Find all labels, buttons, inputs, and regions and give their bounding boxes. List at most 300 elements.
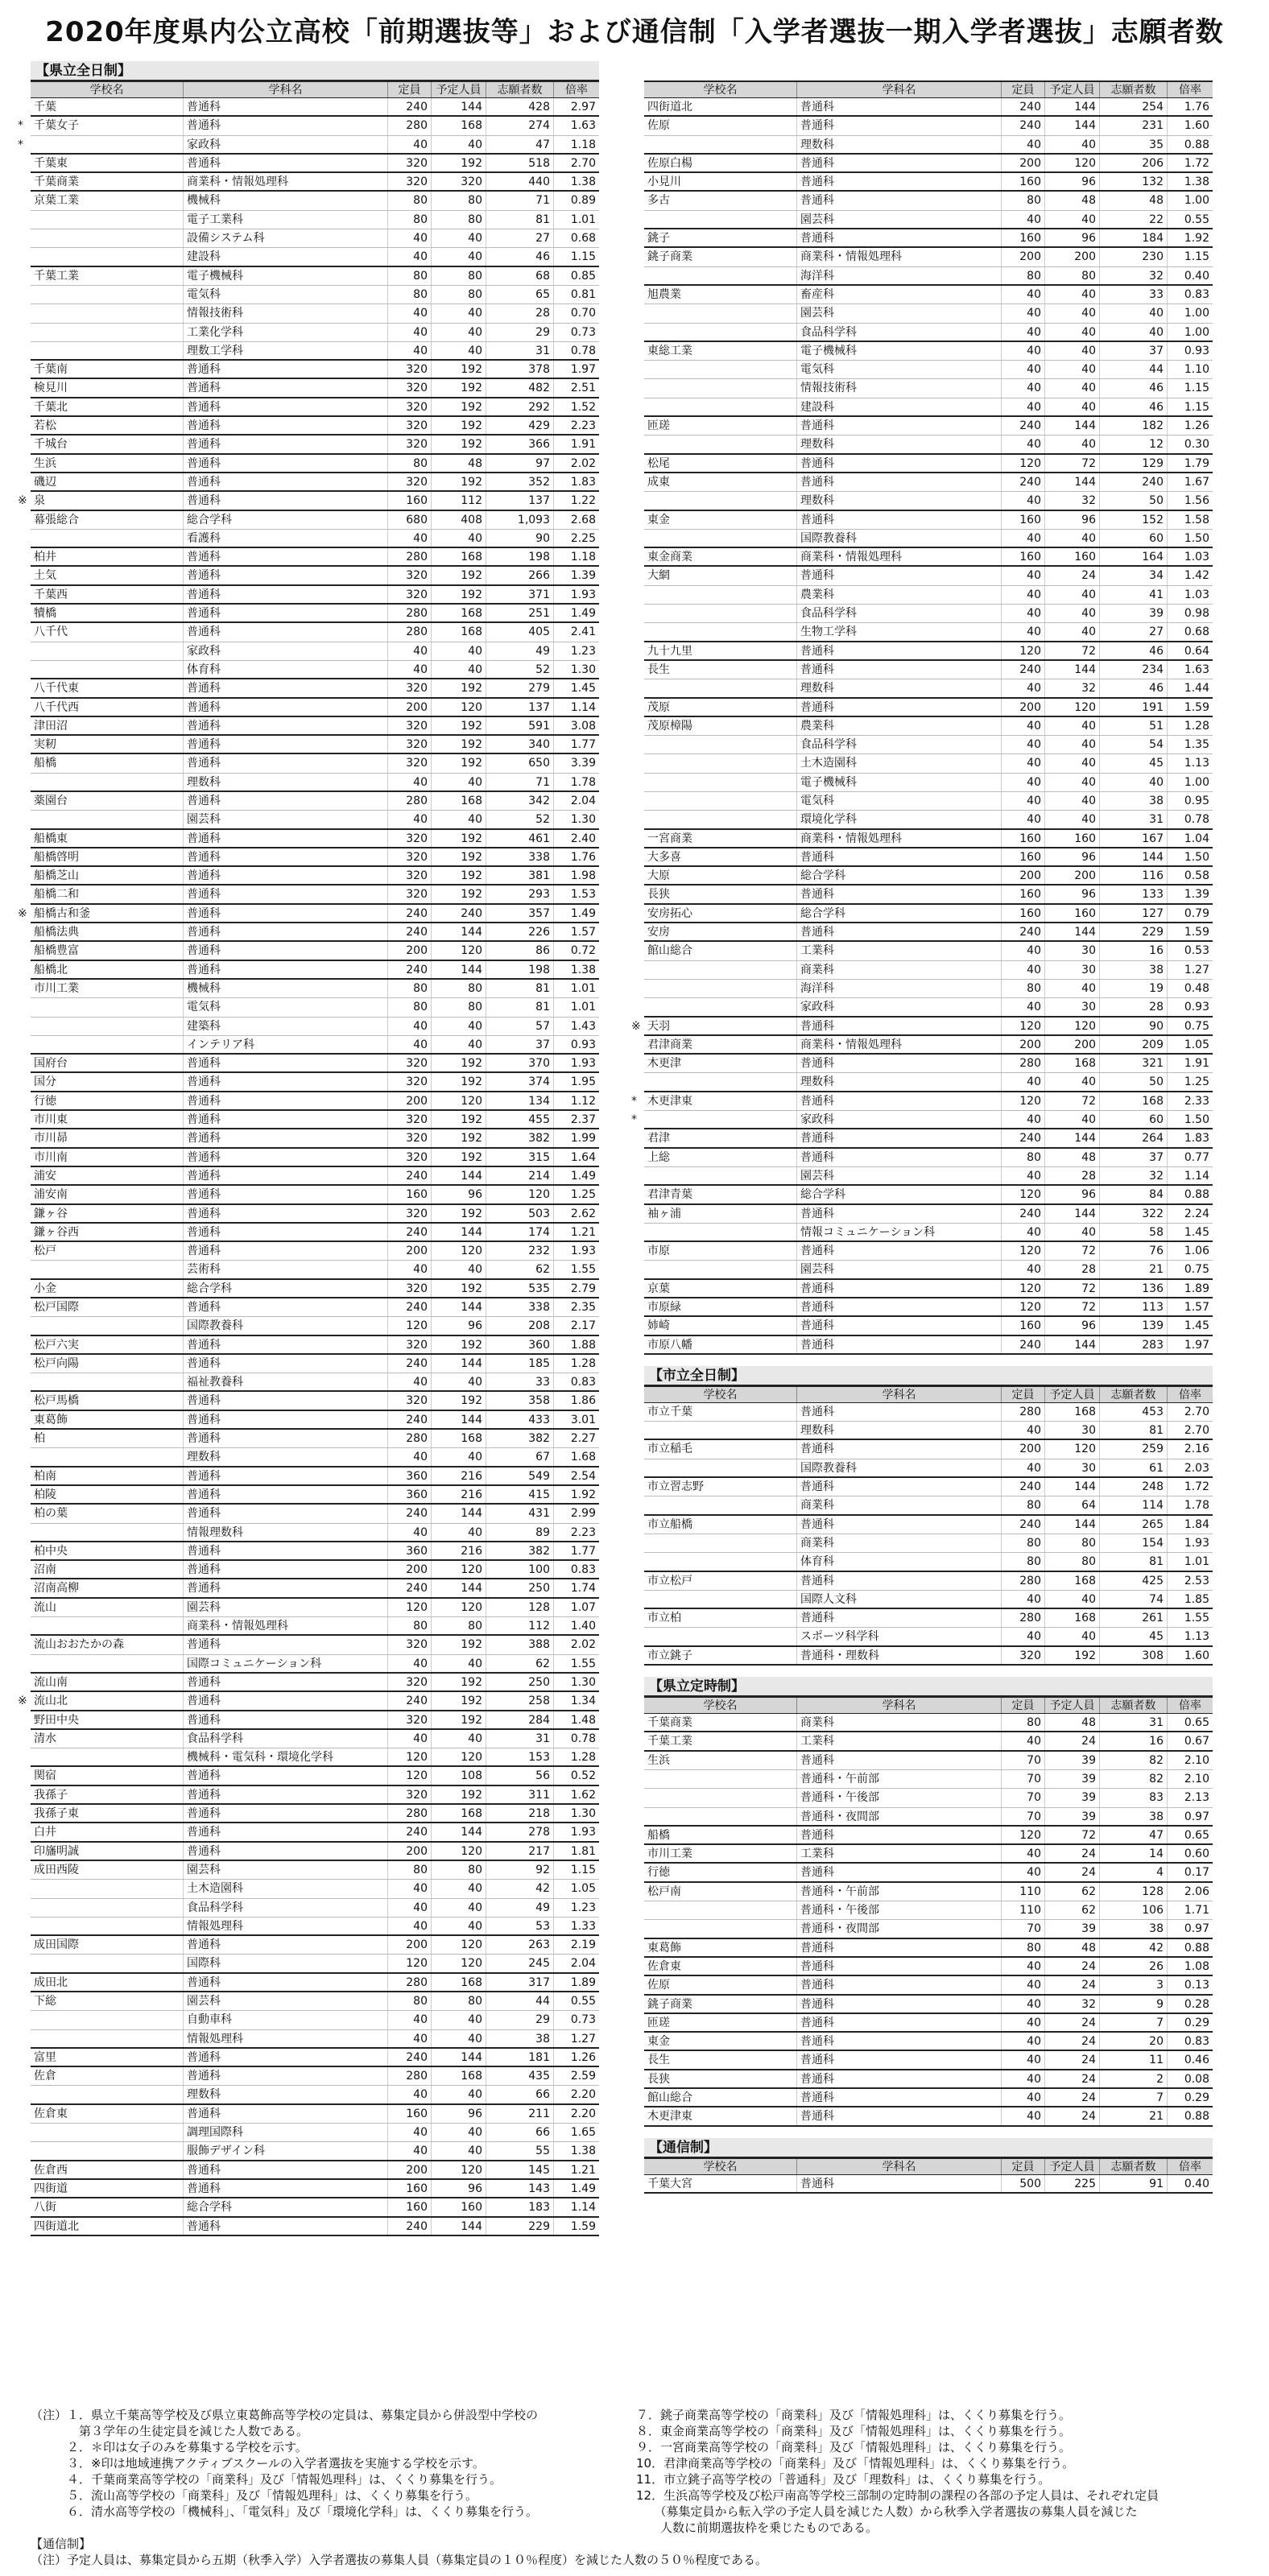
table-row xyxy=(644,1129,1213,1148)
cell-school xyxy=(31,2124,184,2141)
cell-dept: 理数科 xyxy=(184,774,388,791)
table-row xyxy=(644,848,1213,867)
cell-school: 下総 xyxy=(31,1992,184,2010)
row-mark: ※ xyxy=(18,494,27,508)
cell-planned: 408 xyxy=(432,511,486,529)
cell-quota: 240 xyxy=(388,98,432,115)
cell-school: 銚子商業 xyxy=(644,248,797,266)
cell-school xyxy=(644,1534,797,1552)
cell-dept: 国際教養科 xyxy=(797,530,1002,547)
cell-quota: 280 xyxy=(1002,1572,1045,1590)
cell-dept: 普通科 xyxy=(797,1996,1002,2013)
note-line: 12．生浜高等学校及び松戸南高等学校三部制の定時制の課程の各部の予定人員は、それぞれ定員 xyxy=(636,2488,1159,2503)
cell-planned: 192 xyxy=(432,830,486,847)
table-row xyxy=(31,2049,599,2067)
cell-applicants: 254 xyxy=(1100,98,1168,115)
cell-dept: 普通科 xyxy=(184,1073,388,1090)
cell-quota: 200 xyxy=(1002,1036,1045,1053)
table-row xyxy=(644,923,1213,942)
cell-school: 船橋古和釜 xyxy=(31,905,184,922)
cell-quota: 240 xyxy=(1002,661,1045,679)
table-row xyxy=(31,792,599,811)
table-row xyxy=(31,342,599,361)
cell-school: 松戸六実 xyxy=(31,1336,184,1353)
cell-quota: 320 xyxy=(388,1280,432,1297)
table-row xyxy=(31,155,599,173)
cell-ratio: 3.01 xyxy=(570,1413,596,1426)
cell-school: 佐原 xyxy=(644,1976,797,1993)
cell-quota: 320 xyxy=(388,1786,432,1803)
cell-applicants: 4 xyxy=(1100,1864,1168,1880)
cell-applicants: 231 xyxy=(1100,117,1168,134)
cell-quota: 280 xyxy=(388,117,432,134)
cell-quota: 40 xyxy=(1002,1111,1045,1128)
cell-dept: 普通科 xyxy=(797,229,1002,246)
cell-planned: 144 xyxy=(1045,1336,1100,1353)
cell-school: 九十九里 xyxy=(644,642,797,659)
cell-school: 京葉 xyxy=(644,1280,797,1297)
cell-applicants: 208 xyxy=(486,1317,554,1334)
cell-ratio: 0.55 xyxy=(1184,213,1209,226)
table-row xyxy=(644,1789,1213,1807)
cell-school xyxy=(644,1111,797,1128)
table-row xyxy=(31,811,599,829)
cell-planned: 40 xyxy=(1045,1628,1100,1645)
cell-ratio: 0.88 xyxy=(1184,1188,1209,1202)
cell-dept: インテリア科 xyxy=(184,1036,388,1053)
cell-applicants: 127 xyxy=(1100,905,1168,922)
cell-ratio: 0.53 xyxy=(1184,944,1209,958)
table-row xyxy=(31,1617,599,1636)
cell-planned: 40 xyxy=(1045,1111,1100,1128)
cell-school: 実籾 xyxy=(31,736,184,753)
table-row xyxy=(31,679,599,698)
cell-quota: 320 xyxy=(388,155,432,171)
cell-planned: 168 xyxy=(432,1430,486,1447)
cell-school: 船橋啓明 xyxy=(31,848,184,865)
cell-ratio: 0.75 xyxy=(1184,1263,1209,1277)
table-row xyxy=(644,398,1213,417)
cell-school xyxy=(644,136,797,153)
cell-planned: 144 xyxy=(1045,1205,1100,1223)
cell-ratio: 1.55 xyxy=(1184,1612,1209,1625)
cell-dept: 情報技術科 xyxy=(184,304,388,322)
cell-applicants: 54 xyxy=(1100,736,1168,753)
cell-dept: 普通科 xyxy=(184,1167,388,1184)
cell-quota: 120 xyxy=(1002,1186,1045,1203)
cell-planned: 144 xyxy=(1045,117,1100,134)
cell-quota: 80 xyxy=(388,211,432,229)
cell-dept: 園芸科 xyxy=(797,1167,1002,1184)
cell-school xyxy=(31,211,184,229)
cell-quota: 200 xyxy=(388,942,432,959)
cell-school xyxy=(31,774,184,791)
cell-planned: 40 xyxy=(432,1448,486,1465)
cell-ratio: 1.65 xyxy=(570,2126,596,2140)
cell-dept: 普通科・午前部 xyxy=(797,1770,1002,1788)
cell-ratio: 1.39 xyxy=(1184,888,1209,902)
header-quota: 定員 xyxy=(1002,1698,1045,1713)
cell-planned: 40 xyxy=(1045,754,1100,772)
table-row xyxy=(31,848,599,867)
cell-quota: 320 xyxy=(388,379,432,396)
row-mark: ※ xyxy=(18,1695,27,1708)
table-row xyxy=(644,1242,1213,1261)
cell-planned: 40 xyxy=(1045,736,1100,753)
cell-school: 生浜 xyxy=(31,455,184,472)
cell-school: 我孫子 xyxy=(31,1786,184,1803)
cell-applicants: 284 xyxy=(486,1711,554,1728)
cell-planned: 144 xyxy=(1045,98,1100,115)
table-row xyxy=(31,867,599,886)
cell-ratio: 0.70 xyxy=(570,307,596,320)
cell-quota: 320 xyxy=(1002,1647,1045,1664)
table-row xyxy=(644,1167,1213,1186)
table-row xyxy=(31,98,599,117)
cell-quota: 40 xyxy=(388,2142,432,2159)
cell-quota: 120 xyxy=(1002,1242,1045,1260)
cell-quota: 320 xyxy=(388,173,432,190)
header-planned: 予定人員 xyxy=(1045,82,1100,97)
cell-planned: 144 xyxy=(432,1298,486,1316)
cell-school: 千葉大宮 xyxy=(644,2175,797,2192)
cell-applicants: 308 xyxy=(1100,1647,1168,1664)
cell-school xyxy=(31,324,184,341)
cell-applicants: 52 xyxy=(486,661,554,678)
cell-quota: 240 xyxy=(388,1823,432,1840)
cell-planned: 144 xyxy=(432,1411,486,1428)
table-row xyxy=(644,754,1213,773)
cell-ratio: 1.74 xyxy=(570,1582,596,1596)
cell-quota: 40 xyxy=(1002,1845,1045,1862)
cell-dept: 普通科 xyxy=(797,923,1002,940)
cell-dept: 総合学科 xyxy=(797,1186,1002,1203)
table-body xyxy=(644,2175,1213,2194)
cell-applicants: 315 xyxy=(486,1149,554,1166)
cell-planned: 24 xyxy=(1045,1732,1100,1749)
cell-quota: 80 xyxy=(388,1992,432,2010)
table-row xyxy=(31,1392,599,1410)
cell-planned: 192 xyxy=(432,417,486,434)
cell-applicants: 137 xyxy=(486,699,554,716)
cell-ratio: 1.95 xyxy=(570,1075,596,1089)
cell-quota: 320 xyxy=(388,1111,432,1128)
cell-school xyxy=(31,1261,184,1278)
cell-applicants: 518 xyxy=(486,155,554,171)
cell-applicants: 322 xyxy=(1100,1205,1168,1223)
cell-school: 君津 xyxy=(644,1129,797,1146)
cell-dept: 電気科 xyxy=(797,792,1002,810)
header-school: 学校名 xyxy=(644,2159,797,2174)
table-row xyxy=(31,1317,599,1335)
cell-school: 犢橋 xyxy=(31,605,184,621)
cell-school xyxy=(644,379,797,397)
cell-applicants: 31 xyxy=(486,1730,554,1748)
cell-school: 旭農業 xyxy=(644,286,797,303)
cell-ratio: 1.48 xyxy=(570,1713,596,1727)
cell-ratio: 0.78 xyxy=(570,344,596,357)
cell-planned: 30 xyxy=(1045,998,1100,1015)
cell-ratio: 1.67 xyxy=(1184,475,1209,489)
cell-dept: 情報技術科 xyxy=(797,379,1002,397)
cell-quota: 320 xyxy=(388,436,432,452)
cell-quota: 40 xyxy=(1002,567,1045,584)
cell-school: 船橋豊富 xyxy=(31,942,184,959)
cell-planned: 64 xyxy=(1045,1496,1100,1513)
cell-quota: 40 xyxy=(1002,754,1045,772)
cell-applicants: 128 xyxy=(1100,1883,1168,1901)
cell-dept: 園芸科 xyxy=(184,1599,388,1616)
cell-ratio: 2.70 xyxy=(1184,1405,1209,1418)
cell-planned: 192 xyxy=(432,398,486,415)
cell-ratio: 0.88 xyxy=(1184,1941,1209,1955)
cell-applicants: 28 xyxy=(486,304,554,322)
cell-applicants: 58 xyxy=(1100,1224,1168,1241)
cell-planned: 192 xyxy=(432,1692,486,1709)
cell-dept: 普通科 xyxy=(184,567,388,584)
table-row xyxy=(644,2107,1213,2126)
cell-planned: 192 xyxy=(432,436,486,452)
cell-quota: 80 xyxy=(388,192,432,209)
cell-planned: 40 xyxy=(1045,324,1100,341)
table-row xyxy=(31,304,599,323)
cell-quota: 120 xyxy=(1002,1018,1045,1034)
cell-applicants: 292 xyxy=(486,398,554,415)
note-line: （募集定員から転入学の予定人員を減じた人数）から秋季入学者選抜の募集人員を減じた xyxy=(636,2504,1138,2519)
table-row xyxy=(644,1055,1213,1073)
cell-school: 四街道 xyxy=(31,2180,184,2197)
cell-quota: 200 xyxy=(1002,155,1045,171)
cell-applicants: 46 xyxy=(486,248,554,265)
cell-school: 浦安 xyxy=(31,1167,184,1184)
cell-ratio: 1.26 xyxy=(570,2050,596,2064)
table-row xyxy=(644,1996,1213,2014)
cell-quota: 40 xyxy=(1002,324,1045,341)
cell-quota: 40 xyxy=(388,1261,432,1278)
table-row xyxy=(644,1205,1213,1224)
cell-dept: 普通科 xyxy=(797,117,1002,134)
table-row xyxy=(644,1149,1213,1167)
cell-school: 鎌ヶ谷 xyxy=(31,1205,184,1222)
cell-quota: 40 xyxy=(1002,211,1045,228)
table-row xyxy=(644,2089,1213,2107)
cell-school: 若松 xyxy=(31,417,184,434)
cell-quota: 320 xyxy=(388,1073,432,1090)
cell-planned: 40 xyxy=(1045,811,1100,828)
cell-planned: 168 xyxy=(432,2067,486,2085)
cell-school: 京葉工業 xyxy=(31,192,184,209)
cell-school xyxy=(31,661,184,678)
cell-ratio: 1.97 xyxy=(1184,1338,1209,1352)
cell-dept: 普通科 xyxy=(184,1767,388,1784)
cell-planned: 40 xyxy=(432,530,486,547)
cell-school xyxy=(644,1422,797,1439)
cell-school xyxy=(31,248,184,265)
cell-applicants: 90 xyxy=(1100,1018,1168,1034)
cell-dept: 普通科 xyxy=(184,605,388,621)
cell-dept: 理数科 xyxy=(797,436,1002,452)
cell-school: 松尾 xyxy=(644,455,797,472)
cell-planned: 40 xyxy=(1045,774,1100,791)
table-row xyxy=(31,173,599,192)
cell-quota: 200 xyxy=(388,699,432,716)
cell-applicants: 217 xyxy=(486,1843,554,1860)
cell-ratio: 1.39 xyxy=(570,569,596,583)
cell-planned: 48 xyxy=(1045,1939,1100,1956)
cell-planned: 40 xyxy=(1045,379,1100,397)
cell-planned: 72 xyxy=(1045,1827,1100,1843)
cell-ratio: 1.15 xyxy=(1184,382,1209,395)
cell-dept: 理数科 xyxy=(797,492,1002,509)
cell-school xyxy=(31,2011,184,2029)
cell-applicants: 168 xyxy=(1100,1092,1168,1110)
cell-ratio: 1.49 xyxy=(570,2182,596,2195)
cell-planned: 40 xyxy=(1045,530,1100,547)
cell-applicants: 374 xyxy=(486,1073,554,1090)
cell-quota: 240 xyxy=(388,961,432,978)
cell-dept: 普通科・午前部 xyxy=(797,1883,1002,1901)
cell-planned: 40 xyxy=(432,642,486,660)
cell-quota: 240 xyxy=(1002,473,1045,491)
cell-quota: 160 xyxy=(1002,905,1045,922)
cell-applicants: 535 xyxy=(486,1280,554,1297)
table-row xyxy=(644,905,1213,923)
note-line: ８．東金商業高等学校の「商業科」及び「情報処理科」は、くくり募集を行う。 xyxy=(636,2424,1072,2438)
cell-applicants: 81 xyxy=(486,980,554,997)
cell-applicants: 65 xyxy=(486,286,554,303)
cell-applicants: 429 xyxy=(486,417,554,434)
cell-planned: 144 xyxy=(432,1167,486,1184)
cell-school: 柏陵 xyxy=(31,1486,184,1503)
cell-ratio: 2.19 xyxy=(570,1938,596,1952)
cell-quota: 80 xyxy=(388,455,432,472)
table-row xyxy=(31,717,599,736)
table-row xyxy=(644,361,1213,379)
cell-applicants: 67 xyxy=(486,1448,554,1465)
cell-school: 千葉南 xyxy=(31,361,184,378)
table-row xyxy=(31,2011,599,2029)
cell-quota: 160 xyxy=(388,2105,432,2123)
cell-planned: 144 xyxy=(432,2218,486,2235)
cell-ratio: 1.22 xyxy=(570,494,596,508)
cell-school xyxy=(31,642,184,660)
cell-ratio: 0.48 xyxy=(1184,981,1209,995)
cell-planned: 72 xyxy=(1045,1092,1100,1110)
cell-quota: 40 xyxy=(1002,792,1045,810)
cell-dept: 普通科 xyxy=(184,1298,388,1316)
cell-ratio: 1.13 xyxy=(1184,1630,1209,1644)
cell-planned: 24 xyxy=(1045,2070,1100,2087)
cell-applicants: 116 xyxy=(1100,867,1168,884)
cell-quota: 200 xyxy=(388,2161,432,2178)
cell-school: 匝瑳 xyxy=(644,2014,797,2031)
cell-ratio: 2.10 xyxy=(1184,1753,1209,1767)
cell-ratio: 2.25 xyxy=(570,531,596,545)
cell-quota: 320 xyxy=(388,567,432,584)
cell-applicants: 46 xyxy=(1100,379,1168,397)
cell-school: 生浜 xyxy=(644,1752,797,1769)
cell-school: 天羽 xyxy=(644,1018,797,1034)
cell-planned: 192 xyxy=(432,586,486,603)
cell-quota: 320 xyxy=(388,1149,432,1166)
cell-applicants: 198 xyxy=(486,961,554,978)
cell-planned: 39 xyxy=(1045,1789,1100,1806)
cell-applicants: 154 xyxy=(1100,1534,1168,1552)
cell-dept: 園芸科 xyxy=(797,1261,1002,1278)
table-row xyxy=(31,192,599,210)
cell-school xyxy=(31,1617,184,1634)
cell-ratio: 1.45 xyxy=(570,682,596,696)
cell-ratio: 1.30 xyxy=(570,1807,596,1821)
cell-dept: 看護科 xyxy=(184,530,388,547)
cell-quota: 240 xyxy=(388,1579,432,1596)
cell-school: 市立千葉 xyxy=(644,1403,797,1421)
cell-applicants: 44 xyxy=(486,1992,554,2010)
cell-quota: 280 xyxy=(388,792,432,810)
cell-dept: 普通科 xyxy=(797,886,1002,902)
cell-dept: 普通科 xyxy=(797,1939,1002,1956)
note-line: 11．市立銚子高等学校の「普通科」及び「理数科」は、くくり募集を行う。 xyxy=(636,2472,1051,2487)
cell-dept: 普通科 xyxy=(184,361,388,378)
table-row xyxy=(31,1430,599,1448)
cell-quota: 40 xyxy=(1002,736,1045,753)
cell-dept: 普通科 xyxy=(184,2105,388,2123)
cell-applicants: 66 xyxy=(486,2124,554,2141)
cell-dept: 普通科 xyxy=(797,1976,1002,1993)
cell-planned: 192 xyxy=(432,754,486,772)
cell-ratio: 1.38 xyxy=(570,2145,596,2158)
cell-ratio: 2.51 xyxy=(570,382,596,395)
cell-applicants: 279 xyxy=(486,679,554,696)
cell-quota: 200 xyxy=(1002,1440,1045,1458)
cell-applicants: 100 xyxy=(486,1561,554,1578)
cell-ratio: 0.29 xyxy=(1184,2016,1209,2029)
cell-dept: 園芸科 xyxy=(797,211,1002,228)
table-header xyxy=(644,1385,1213,1403)
note-line: ７．銚子商業高等学校の「商業科」及び「情報処理科」は、くくり募集を行う。 xyxy=(636,2408,1072,2422)
cell-applicants: 60 xyxy=(1100,530,1168,547)
cell-applicants: 370 xyxy=(486,1055,554,1071)
cell-quota: 40 xyxy=(388,342,432,359)
table-row xyxy=(31,886,599,904)
cell-quota: 120 xyxy=(388,1599,432,1616)
cell-ratio: 0.81 xyxy=(570,287,596,301)
cell-school xyxy=(31,1899,184,1917)
cell-quota: 40 xyxy=(1002,1996,1045,2013)
note-line: ２．＊印は女子のみを募集する学校を示す。 xyxy=(31,2440,308,2454)
cell-applicants: 34 xyxy=(1100,567,1168,584)
table-row xyxy=(644,1496,1213,1515)
cell-ratio: 1.23 xyxy=(570,1901,596,1914)
cell-planned: 40 xyxy=(432,2030,486,2047)
cell-quota: 320 xyxy=(388,830,432,847)
cell-dept: 普通科 xyxy=(184,586,388,603)
cell-planned: 40 xyxy=(432,2124,486,2141)
cell-planned: 40 xyxy=(432,1524,486,1541)
cell-dept: 普通科 xyxy=(184,2218,388,2235)
cell-dept: 商業科 xyxy=(797,1714,1002,1731)
cell-ratio: 1.49 xyxy=(570,1169,596,1183)
table-row xyxy=(31,605,599,623)
table-row xyxy=(31,736,599,754)
cell-ratio: 2.54 xyxy=(570,1469,596,1483)
table-row xyxy=(644,717,1213,736)
cell-ratio: 2.99 xyxy=(570,1507,596,1521)
cell-ratio: 1.93 xyxy=(1184,1536,1209,1550)
header-school: 学校名 xyxy=(31,82,184,97)
cell-planned: 30 xyxy=(1045,1459,1100,1476)
cell-quota: 40 xyxy=(388,304,432,322)
